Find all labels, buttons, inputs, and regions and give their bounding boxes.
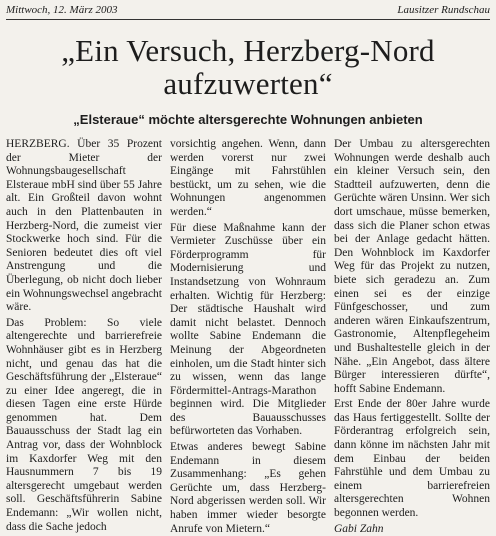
article-subheadline: „Elsteraue“ möchte altersgerechte Wohnungen anbieten: [73, 112, 423, 127]
paragraph: Für diese Maßnahme kann der Vermieter Zuschüsse über ein Förderprogramm für Modernisierung und Instandsetzung von Wohnraum erhalten. Wichtig für Herzberg: Der städtische Haushalt wird damit nicht belastet. Dennoch wollte Sabine Endemann die Meinung der Abgeordneten einholen, um die Stadt hinter sich zu wissen, wenn das lange Fördermittel-Antrags-Marathon beginnen wird. Die Mitglieder des Bauausschusses befürworteten das Vorhaben.: [170, 221, 326, 438]
paragraph: HERZBERG. Über 35 Prozent der Mieter der Wohnungsbaugesellschaft Elsteraue mbH sind über 55 Jahre alt. Ein Großteil davon wohnt auch in den Plattenbauten in Herzberg-Nord, die zumeist vier Stockwerke hoch sind. Für die Senioren bedeutet dies oft viel Anstrengung und die Überlegung, ob nicht doch lieber ein Wohnungswechsel angebracht wäre.: [6, 138, 162, 314]
article-body: [6, 138, 490, 536]
article-column-2: [170, 138, 326, 536]
article-column-1: [6, 138, 162, 536]
paragraph: Erst Ende der 80er Jahre wurde das Haus fertiggestellt. Sollte der Förderantrag erfolgreich sein, dann könne im nächsten Jahr mit dem Einbau der beiden Fahrstühle und dem Umbau zu einem barrierefreien altersgerechten Wohnen begonnen werden.: [334, 398, 490, 520]
article-column-3: [334, 138, 490, 536]
author-byline: Gabi Zahn: [334, 522, 384, 535]
paragraph: Der Umbau zu altersgerechten Wohnungen werde deshalb auch ein kleiner Versuch sein, den Stadtteil aufzuwerten, denn die Gerüchte wären Unsinn. Wer sich dort umschaue, müsse bemerken, dass sich die Planer schon etwas bei der Anlage gedacht hätten. Den Wohnblock im Kaxdorfer Weg für das Projekt zu nutzen, biete sich geradezu an. Zum einen sei es der einzige Fünfgeschosser, und zum anderen wären Einkaufszentrum, Gastronomie, Altenpflegeheim und Bushaltestelle gleich in der Nähe. „Ein Angebot, dass ältere Bürger interessieren dürfte“, hofft Sabine Endemann.: [334, 138, 490, 395]
issue-date: Mittwoch, 12. März 2003: [6, 4, 118, 16]
newspaper-name: Lausitzer Rundschau: [397, 4, 490, 16]
article-headline: „Ein Versuch, Herzberg-Nord aufzuwerten“: [61, 33, 435, 101]
paragraph: Etwas anderes bewegt Sabine Endemann in diesem Zusammenhang: „Es gehen Gerüchte um, dass Herzberg-Nord abgerissen werden soll. Wir haben immer wieder besorgte Anrufe von Mietern.“: [170, 441, 326, 535]
paragraph: vorsichtig angehen. Wenn, dann werden vorerst nur zwei Eingänge mit Fahrstühlen bestückt, um zu sehen, wie die Wohnungen angenommen werden.“: [170, 138, 326, 218]
paragraph: Das Problem: So viele altengerechte und barrierefreie Wohnhäuser gibt es in Herzberg nicht, und genau das hat die Geschäftsführung der „Elsteraue“ zu einer Idee angeregt, die in diesen Tagen eine erste Hürde genommen hat. Dem Bauausschuss der Stadt lag ein Antrag vor, dass der Wohnblock im Kaxdorfer Weg mit den Hausnummern 7 bis 19 altersgerecht umgebaut werden soll. Geschäftsführerin Sabine Endemann: „Wir wollen nicht, dass die Sache jedoch: [6, 316, 162, 533]
clipping-header: [6, 4, 490, 20]
